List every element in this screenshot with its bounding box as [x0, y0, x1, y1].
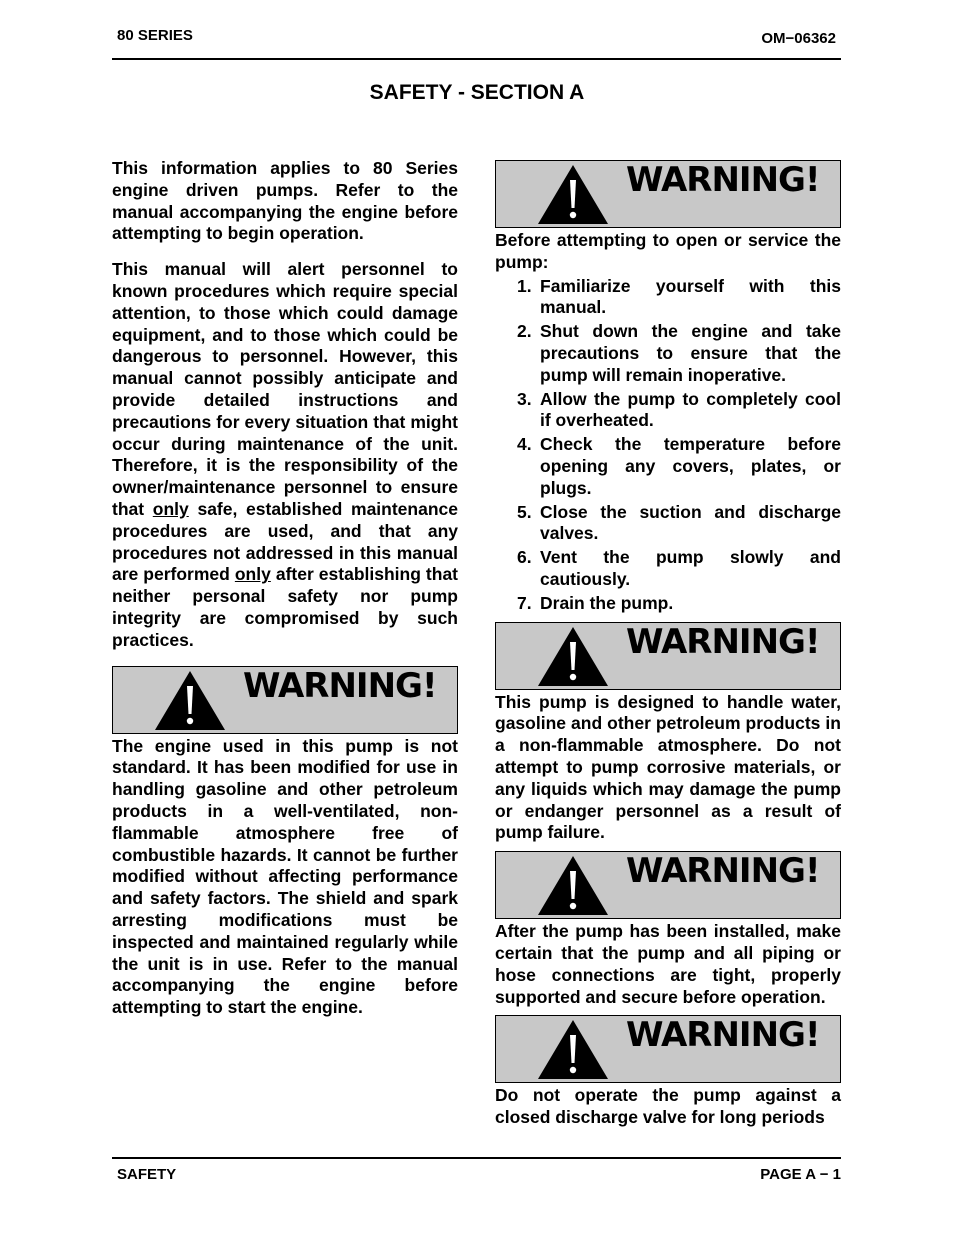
warning-banner: [495, 851, 841, 919]
pump-usage-warning-text: This pump is designed to handle water, gasoline and other petroleum products in a non-flammable atmosphere. Do not attempt to pump corrosive materials, or any liquids which may damage the pump or endanger personnel as a result of pump failure.: [495, 691, 841, 843]
list-item: 7. Drain the pump.: [517, 592, 674, 613]
header-doc-number: OM−06362: [761, 30, 836, 47]
header-series: 80 SERIES: [117, 27, 193, 44]
section-title: SAFETY - SECTION A: [369, 81, 585, 104]
service-intro: Before attempting to open or service the pump:: [495, 230, 841, 272]
only-emphasis: only: [152, 498, 189, 519]
service-steps-list: [495, 276, 841, 615]
warning-triangle-icon: [536, 1018, 610, 1080]
installation-warning-text: After the pump has been installed, make certain that the pump and all piping or hose connections are tight, properly supported and secure before operation.: [495, 921, 841, 1007]
responsibility-paragraph: This manual will alert personnel to known procedures which require special attention, to those which could damage equipment, and to those which could be dangerous to personnel. However, this manual cannot possibly anticipate and provide detailed instructions and precautions for every situation that might occur during maintenance of the unit. Therefore, it is the responsibility of the owner/maintenance personnel to ensure that only safe, established maintenance procedures are used, and that any procedures not addressed in this manual are performed only after establishing that neither personal safety nor pump integrity are compromised by such practices.: [112, 259, 459, 650]
list-item: 4. Check the temperature before opening any covers, plates, or plugs.: [517, 434, 841, 498]
discharge-valve-warning-text: Do not operate the pump against a closed discharge valve for long periods: [495, 1085, 841, 1128]
warning-triangle-icon: [536, 163, 610, 225]
warning-label: WARNING!: [626, 1015, 820, 1056]
warning-triangle-icon: [153, 669, 227, 731]
only-emphasis: only: [234, 564, 271, 585]
warning-label: WARNING!: [626, 621, 820, 662]
list-item: 2. Shut down the engine and take precautions to ensure that the pump will remain inoperative.: [517, 321, 841, 385]
intro-paragraph: This information applies to 80 Series engine driven pumps. Refer to the manual accompanying the engine before attempting to begin operation.: [112, 158, 458, 244]
right-column: [495, 160, 841, 1129]
header-rule: [112, 58, 841, 60]
warning-banner: [495, 622, 841, 690]
list-item: 6. Vent the pump slowly and cautiously.: [517, 547, 841, 589]
warning-label: WARNING!: [626, 851, 820, 892]
warning-banner: [495, 1015, 841, 1083]
footer-section: SAFETY: [117, 1166, 177, 1183]
list-item: 1. Familiarize yourself with this manual.: [517, 275, 841, 318]
list-item: 3. Allow the pump to completely cool if overheated.: [517, 388, 841, 431]
warning-banner: [112, 666, 458, 734]
footer-rule: [112, 1157, 841, 1159]
engine-warning-text: The engine used in this pump is not standard. It has been modified for use in handling gasoline and other petroleum products in a well-ventilated, non-flammable atmosphere free of combustible hazards. It cannot be further modified without affecting performance and safety factors. The shield and spark arresting modifications must be inspected and maintained regularly while the unit is in use. Refer to the manual accompanying the engine before attempting to start the engine.: [112, 735, 458, 1018]
warning-banner: [495, 160, 841, 228]
left-column: [112, 158, 458, 1019]
warning-triangle-icon: [536, 854, 610, 916]
warning-label: WARNING!: [243, 665, 437, 706]
warning-label: WARNING!: [626, 160, 820, 200]
footer-page-number: PAGE A − 1: [760, 1166, 841, 1183]
list-item: 5. Close the suction and discharge valves.: [517, 501, 841, 544]
warning-triangle-icon: [536, 625, 610, 687]
